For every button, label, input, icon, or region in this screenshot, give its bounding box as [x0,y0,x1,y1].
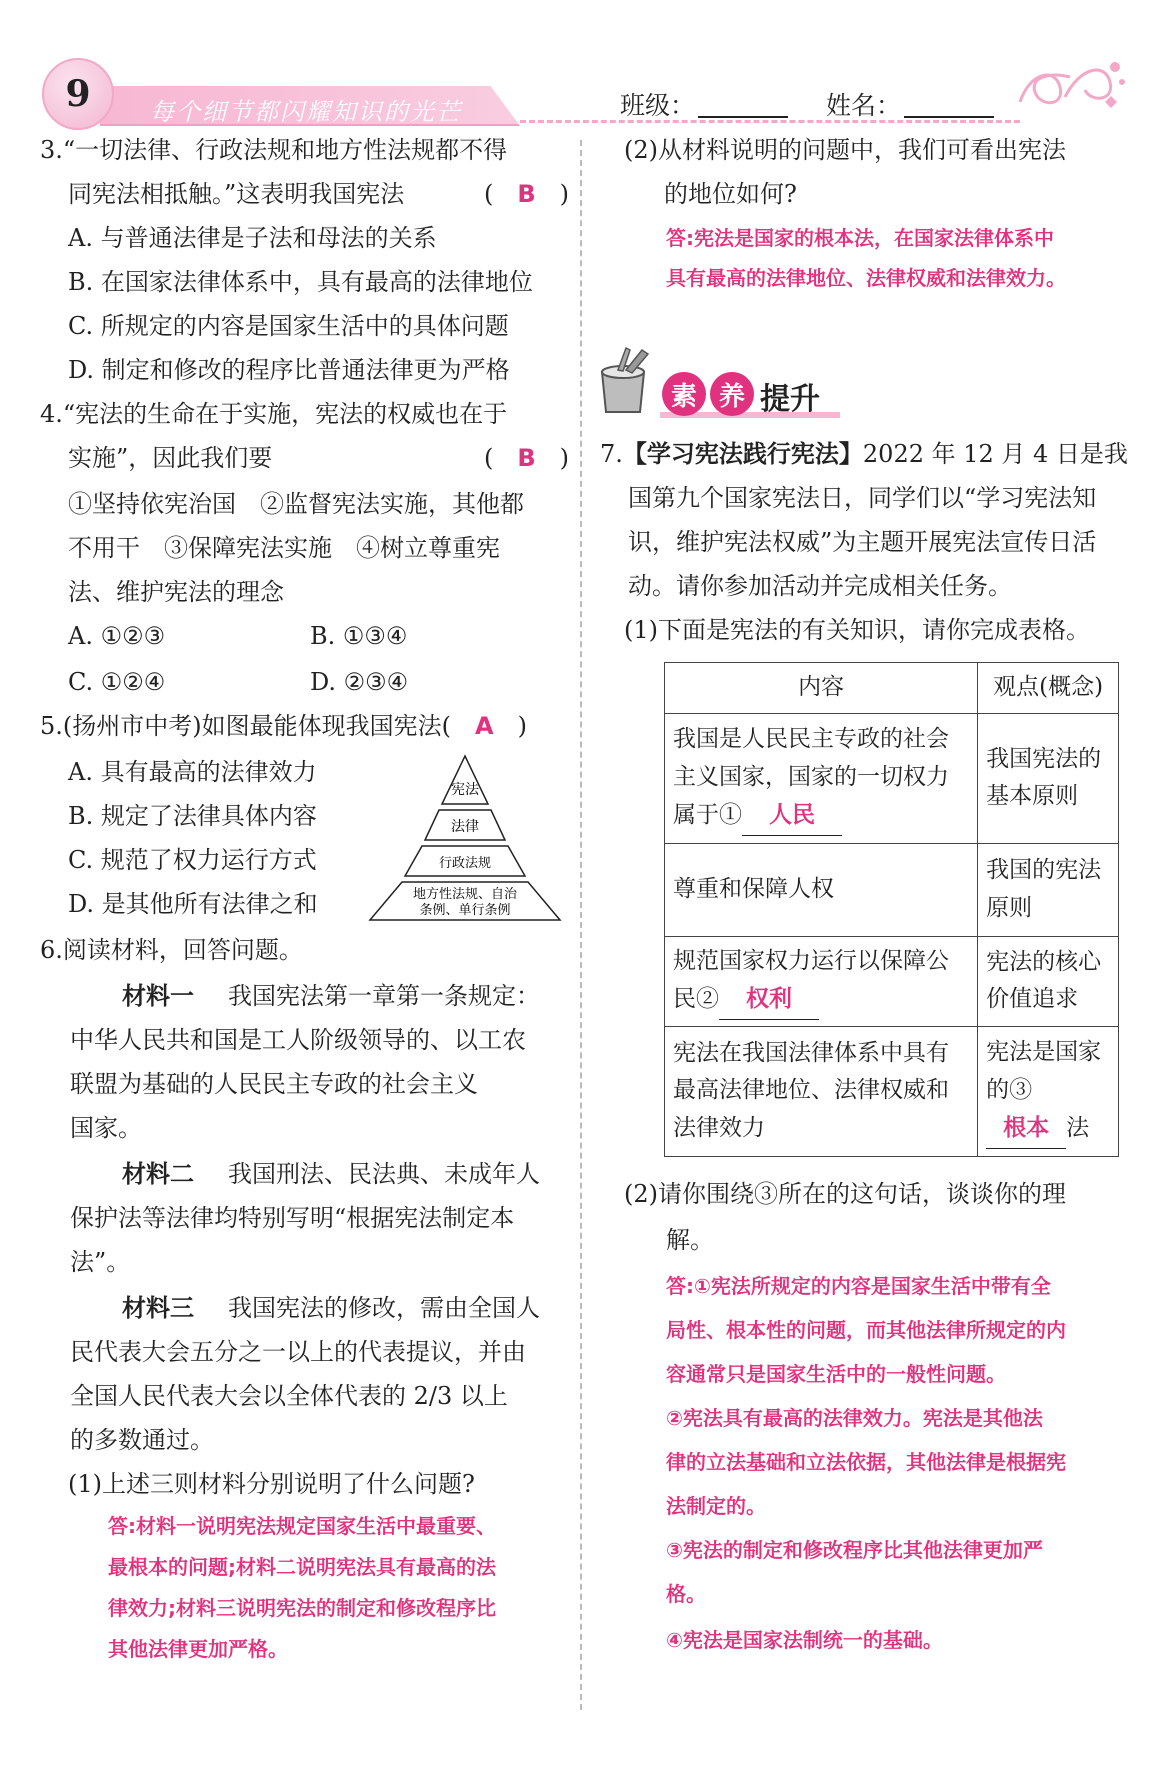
q7-sub2-answer-line8: 格。 [666,1582,706,1606]
pyramid-label-3: 行政法规 [438,856,492,871]
r1-answer-blank: 人民 [742,797,842,836]
table-cell [978,1026,1119,1156]
table-row [665,843,1119,936]
table-cell: 我国宪法的基本原则 [978,713,1119,843]
q3-stem-line2: 同宪法相抵触。”这表明我国宪法 [68,180,405,208]
q7-sub2-answer-line3: 容通常只是国家生活中的一般性问题。 [666,1362,1006,1386]
q5-option-b: B. 规定了法律具体内容 [68,802,317,830]
section-char-1: 素 [662,372,706,416]
q5-option-a: A. 具有最高的法律效力 [68,758,317,786]
page-number-badge: 9 [42,58,114,130]
material-2-line2: 保护法等法律均特别写明“根据宪法制定本 [70,1204,515,1232]
constitution-table [664,662,1119,1157]
q6-sub1: (1)上述三则材料分别说明了什么问题? [68,1470,475,1498]
q4-option-d: D. ②③④ [310,668,409,696]
q3-answer-bracket: ( B ) [484,180,570,208]
q5-stem-text: 5.(扬州市中考)如图最能体现我国宪法( [40,712,451,740]
table-row [665,1026,1119,1156]
q6-sub2-line1: (2)从材料说明的问题中，我们可看出宪法 [624,136,1066,164]
q6-sub2-answer-line1: 答:宪法是国家的根本法，在国家法律体系中 [666,226,1054,250]
q7-line4: 动。请你参加活动并完成相关任务。 [628,572,1012,600]
q3-option-a: A. 与普通法律是子法和母法的关系 [68,224,437,252]
q7-tag: 【学习宪法践行宪法】 [622,440,863,468]
material-2-line1: 我国刑法、民法典、未成年人 [228,1160,540,1188]
q7-sub2-answer-line4: ②宪法具有最高的法律效力。宪法是其他法 [666,1406,1043,1430]
pyramid-label-4a: 地方性法规、自治 [412,887,518,902]
q4-stem-line1: 4.“宪法的生命在于实施，宪法的权威也在于 [40,400,508,428]
motto-text: 每个细节都闪耀知识的光芒 [150,98,462,126]
flourish-ornament-icon [1010,52,1130,122]
material-1-line3: 联盟为基础的人民民主专政的社会主义 [70,1070,478,1098]
q6-sub1-answer-line3: 律效力;材料三说明宪法的制定和修改程序比 [108,1596,496,1620]
q5-option-d: D. 是其他所有法律之和 [68,890,318,918]
q4-option-c: C. ①②④ [68,668,166,696]
q7-line2: 国第九个国家宪法日，同学们以“学习宪法知 [628,484,1097,512]
paint-bucket-icon [596,346,656,416]
r1-content-text: 我国是人民民主专政的社会主义国家，国家的一切权力属于① [673,726,949,828]
material-2-line3: 法”。 [70,1248,131,1276]
q6-sub1-answer-line1: 答:材料一说明宪法规定国家生活中最重要、 [108,1514,496,1538]
q6-stem: 6.阅读材料，回答问题。 [40,936,303,964]
q3-answer: B [517,180,536,208]
table-row [665,713,1119,843]
r3-content-text: 规范国家权力运行以保障公民② [673,948,949,1012]
table-header-row [665,663,1119,714]
law-hierarchy-pyramid [365,752,565,922]
q7-line1 [600,440,1128,469]
class-label: 班级： [620,91,696,120]
q3-stem-line1: 3.“一切法律、行政法规和地方性法规都不得 [40,136,508,164]
q4-option-a: A. ①②③ [68,622,166,650]
q7-sub2-answer-line2: 局性、根本性的问题，而其他法律所规定的内 [666,1318,1066,1342]
q5-answer: A [475,712,494,740]
table-header-viewpoint: 观点(概念) [978,663,1119,714]
q4-stem-line2: 实施”，因此我们要 [68,444,273,472]
q3-option-b: B. 在国家法律体系中，具有最高的法律地位 [68,268,533,296]
q5-option-c: C. 规范了权力运行方式 [68,846,317,874]
q4-answer-bracket: ( B ) [484,444,570,472]
class-blank [698,116,788,118]
q6-sub2-answer-line2: 具有最高的法律地位、法律权威和法律效力。 [666,266,1066,290]
material-3-line4: 的多数通过。 [70,1426,214,1454]
table-cell: 尊重和保障人权 [665,843,978,936]
q5-stem [40,712,527,741]
table-row [665,936,1119,1026]
name-label: 姓名： [826,91,902,120]
q3-option-d: D. 制定和修改的程序比普通法律更为严格 [68,356,510,384]
q4-items-line3: 法、维护宪法的理念 [68,578,284,606]
table-cell [665,713,978,843]
material-1-title: 材料一 [122,982,194,1010]
q5-close: ) [517,712,527,740]
q6-sub1-answer-line2: 最根本的问题;材料二说明宪法具有最高的法 [108,1555,496,1579]
table-cell: 我国的宪法原则 [978,843,1119,936]
r4-viewpoint-text: 宪法是国家的③ [986,1039,1102,1103]
material-3-line3: 全国人民代表大会以全体代表的 2/3 以上 [70,1382,508,1410]
pyramid-label-4b: 条例、单行条例 [419,903,511,918]
r4-viewpoint-end: 法 [1066,1114,1090,1141]
header-dashed-line [520,120,1020,123]
q7-sub2-answer-line5: 律的立法基础和立法依据，其他法律是根据宪 [666,1450,1066,1474]
q6-sub2-line2: 的地位如何? [664,180,797,208]
q4-option-b: B. ①③④ [310,622,408,650]
r3-answer-blank: 权利 [719,981,819,1020]
column-divider [580,140,582,1710]
q4-items-line1: ①坚持依宪治国 ②监督宪法实施，其他都 [68,490,524,518]
table-cell: 宪法的核心价值追求 [978,936,1119,1026]
material-1-line2: 中华人民共和国是工人阶级领导的、以工农 [70,1026,526,1054]
q7-sub2-answer-line6: 法制定的。 [666,1494,766,1518]
q4-items-line2: 不用干 ③保障宪法实施 ④树立尊重宪 [68,534,500,562]
table-cell [665,936,978,1026]
section-title: 提升 [760,382,820,417]
q7-sub2-answer-line7: ③宪法的制定和修改程序比其他法律更加严 [666,1538,1043,1562]
section-char-2: 养 [710,372,754,416]
q7-sub2-line1: (2)请你围绕③所在的这句话，谈谈你的理 [624,1180,1066,1208]
page-header [0,0,1160,140]
q7-sub2-line2: 解。 [666,1226,714,1254]
q7-sub1: (1)下面是宪法的有关知识，请你完成表格。 [624,616,1090,644]
material-3-line2: 民代表大会五分之一以上的代表提议，并由 [70,1338,526,1366]
table-header-content: 内容 [665,663,978,714]
name-blank [904,116,994,118]
material-2-title: 材料二 [122,1160,194,1188]
q7-sub2-answer-line1: 答:①宪法所规定的内容是国家生活中带有全 [666,1274,1051,1298]
pyramid-label-2: 法律 [451,819,479,835]
q7-sub2-answer-line9: ④宪法是国家法制统一的基础。 [666,1628,943,1652]
q7-number: 7. [600,440,623,468]
table-cell: 宪法在我国法律体系中具有最高法律地位、法律权威和法律效力 [665,1026,978,1156]
q4-answer: B [517,444,536,472]
q7-line3: 识，维护宪法权威”为主题开展宪法宣传日活 [628,528,1097,556]
q6-sub1-answer-line4: 其他法律更加严格。 [108,1637,288,1661]
pyramid-label-1: 宪法 [451,782,479,798]
q3-option-c: C. 所规定的内容是国家生活中的具体问题 [68,312,509,340]
material-3-title: 材料三 [122,1294,194,1322]
material-3-line1: 我国宪法的修改，需由全国人 [228,1294,540,1322]
material-1-line1: 我国宪法第一章第一条规定： [228,982,540,1010]
material-1-line4: 国家。 [70,1114,142,1142]
r4-answer-blank: 根本 [986,1110,1066,1149]
q7-line1-rest: 2022 年 12 月 4 日是我 [862,440,1128,468]
